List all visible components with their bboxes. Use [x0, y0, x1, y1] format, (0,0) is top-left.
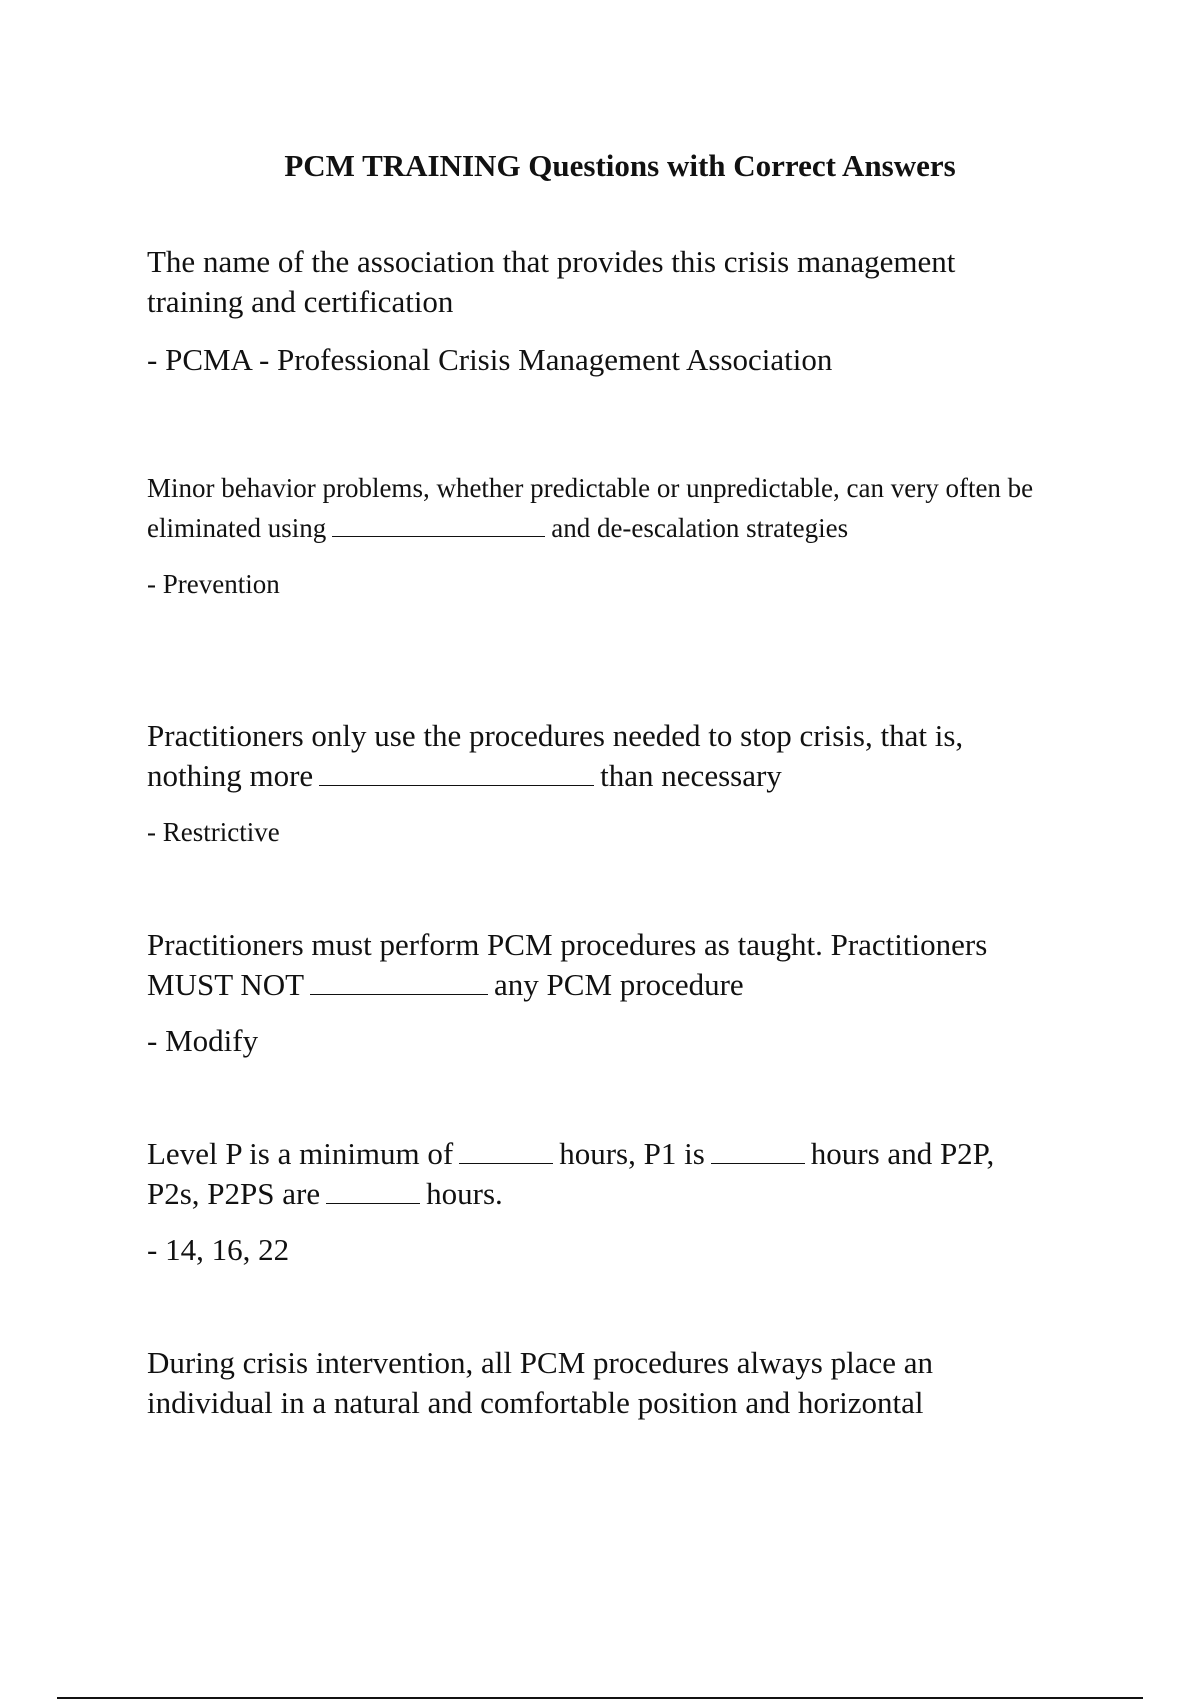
question-3-part-1: Practitioners only use the procedures needed to stop crisis, that is, nothing more	[147, 718, 964, 793]
fill-in-blank	[332, 510, 545, 537]
question-2-part-1: Minor behavior problems, whether predictable or unpredictable, can very often be eliminated using	[147, 473, 1034, 543]
question-5-part-2: hours, P1 is	[559, 1136, 705, 1171]
answer-4: - Modify	[147, 1023, 259, 1058]
answer-1: - PCMA - Professional Crisis Management Association	[147, 342, 833, 377]
document-title: PCM TRAINING Questions with Correct Answers	[284, 148, 956, 183]
question-3	[147, 716, 1047, 796]
question-1: The name of the association that provides this crisis management training and certification	[147, 244, 956, 319]
qa-item-1	[147, 242, 1047, 380]
qa-item-5	[147, 1134, 1047, 1270]
fill-in-blank	[711, 1137, 805, 1164]
answer-5: - 14, 16, 22	[147, 1232, 290, 1267]
question-5-part-3: hours and P2P, P2s, P2PS are	[147, 1136, 995, 1211]
qa-item-4	[147, 925, 1047, 1061]
qa-item-6	[147, 1343, 1047, 1423]
question-4	[147, 925, 1047, 1005]
qa-item-2	[147, 468, 1047, 604]
question-5-part-1: Level P is a minimum of	[147, 1136, 454, 1171]
question-2-part-2: and de-escalation strategies	[551, 513, 849, 543]
footer-rule	[57, 1697, 1143, 1699]
question-4-part-2: any PCM procedure	[494, 967, 744, 1002]
question-2	[147, 468, 1047, 548]
fill-in-blank	[310, 968, 488, 995]
fill-in-blank	[319, 759, 594, 786]
question-4-part-1: Practitioners must perform PCM procedures as taught. Practitioners MUST NOT	[147, 927, 988, 1002]
fill-in-blank	[459, 1137, 553, 1164]
question-5-part-4: hours.	[426, 1176, 503, 1211]
answer-3: - Restrictive	[147, 817, 280, 847]
question-5	[147, 1134, 1047, 1214]
question-6: During crisis intervention, all PCM procedures always place an individual in a natural and comfortable position and horizontal	[147, 1345, 933, 1420]
fill-in-blank	[326, 1177, 420, 1204]
answer-2: - Prevention	[147, 569, 280, 599]
question-3-part-2: than necessary	[600, 758, 782, 793]
qa-item-3	[147, 716, 1047, 852]
